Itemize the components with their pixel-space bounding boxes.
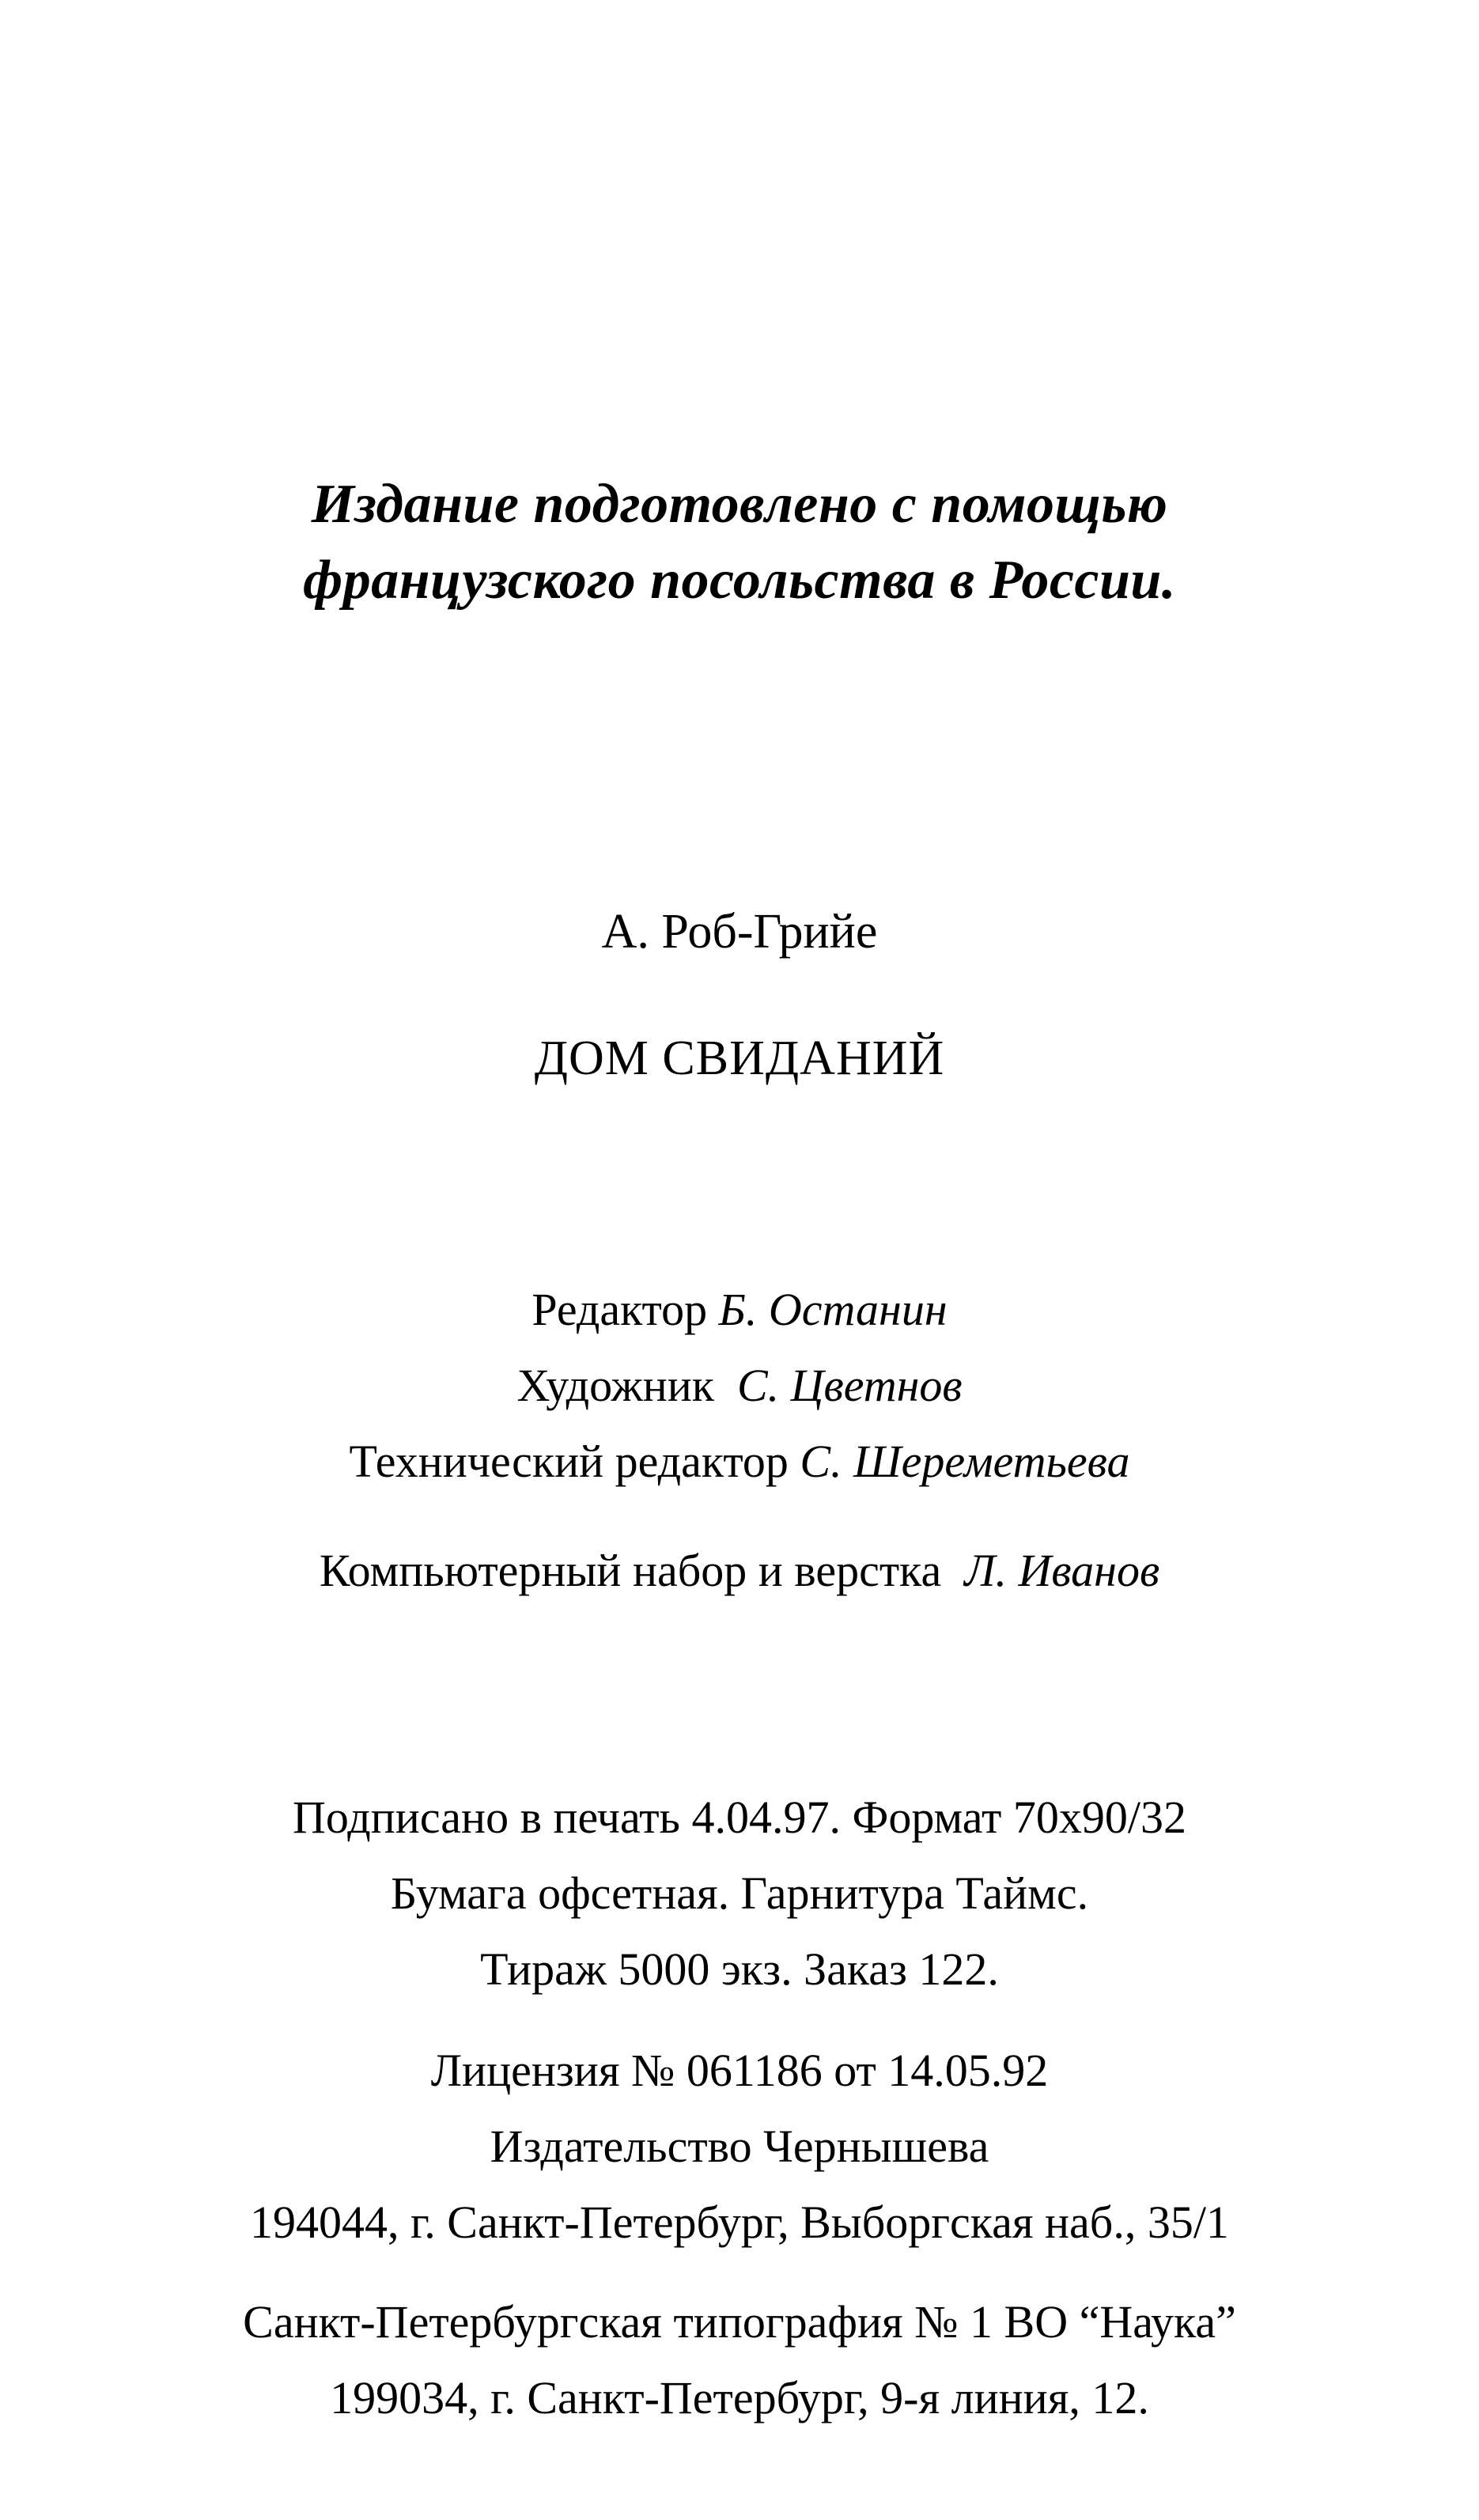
typesetting-credit [0, 1533, 1479, 1609]
publisher-info [0, 2033, 1479, 2261]
author-name: А. Роб-Грийе [601, 905, 878, 959]
book-title: ДОМ СВИДАНИЙ [534, 1031, 945, 1085]
typesetting-line [0, 1533, 1479, 1609]
publisher-license: Лицензия № 061186 от 14.05.92 [430, 2045, 1049, 2096]
printer-info [0, 2284, 1479, 2436]
sponsor-note-line-2: французского посольства в России. [303, 550, 1176, 611]
credits-list [0, 1272, 1479, 1500]
credit-technical-editor [0, 1424, 1479, 1500]
credit-role: Редактор [531, 1284, 708, 1335]
publisher-address: 194044, г. Санкт-Петербург, Выборгская наб., 35/1 [250, 2196, 1229, 2248]
printer-address: 199034, г. Санкт-Петербург, 9-я линия, 12. [330, 2372, 1149, 2424]
credit-artist [0, 1348, 1479, 1424]
credit-role: Художник [516, 1360, 714, 1411]
sponsor-note [0, 467, 1479, 619]
credit-person: С. Шереметьева [800, 1436, 1130, 1487]
credit-role: Компьютерный набор и верстка [319, 1545, 942, 1596]
credit-role: Технический редактор [349, 1436, 789, 1487]
credit-person: Л. Иванов [964, 1545, 1160, 1596]
print-info-line-2: Бумага офсетная. Гарнитура Таймс. [390, 1867, 1089, 1919]
printer-name: Санкт-Петербургская типография № 1 ВО “Наука” [243, 2296, 1236, 2348]
print-info-line-1: Подписано в печать 4.04.97. Формат 70х90/32 [293, 1792, 1186, 1843]
publisher-name: Издательство Чернышева [490, 2121, 989, 2172]
credit-editor [0, 1272, 1479, 1348]
credit-person: Б. Останин [718, 1284, 948, 1335]
print-info [0, 1780, 1479, 2007]
credit-person: С. Цветнов [736, 1360, 963, 1411]
print-info-line-3: Тираж 5000 экз. Заказ 122. [480, 1943, 999, 1995]
sponsor-note-line-1: Издание подготовлено с помощью [311, 474, 1168, 535]
